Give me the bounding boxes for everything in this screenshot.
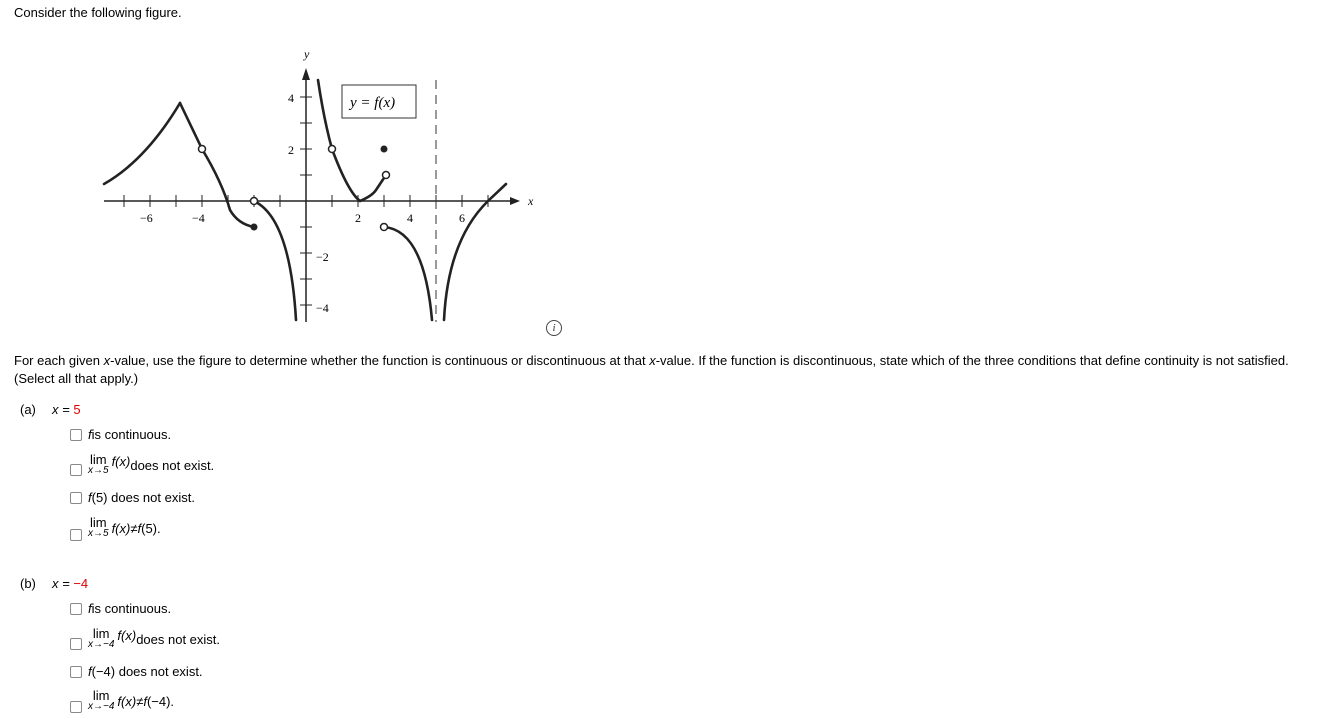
- x-tick-label: 2: [355, 211, 361, 225]
- curve-cusp-dip: [202, 149, 254, 227]
- instructions: For each given x-value, use the figure to determine whether the function is continuous or discontinuous at that x-value. If the function is discontinuous, state which of the three conditions that define continuity is not satisfied. (Select all that apply.): [14, 353, 1289, 386]
- intro-text: Consider the following figure.: [14, 5, 182, 20]
- closed-point: [381, 146, 388, 153]
- function-graph: [96, 40, 546, 330]
- y-axis-arrow: [302, 68, 310, 80]
- y-tick-label: 2: [288, 143, 294, 157]
- curve-branch-asym-neg: [254, 201, 296, 320]
- part-b-option-value-dne[interactable]: f (−4) does not exist.: [70, 664, 203, 679]
- part-b-option-limit-dne[interactable]: lim x→−4 f(x) does not exist.: [70, 628, 220, 650]
- part-b-header: (b) x = −4: [20, 576, 89, 591]
- y-tick-label: −4: [316, 301, 329, 315]
- part-b-x-value: −4: [73, 576, 89, 591]
- part-b-option-limit-not-equal[interactable]: lim x→−4 f(x) ≠ f (−4).: [70, 689, 174, 713]
- x-tick-label: 4: [407, 211, 413, 225]
- part-a-option-continuous[interactable]: f is continuous.: [70, 427, 171, 442]
- part-b-option-continuous[interactable]: f is continuous.: [70, 601, 171, 616]
- x-axis-label: x: [528, 194, 534, 208]
- open-point: [329, 146, 336, 153]
- y-tick-label: 4: [288, 91, 294, 105]
- checkbox[interactable]: [70, 666, 82, 678]
- checkbox[interactable]: [70, 464, 82, 476]
- x-tick-label: −4: [192, 211, 205, 225]
- closed-point: [251, 224, 258, 231]
- y-axis-label: y: [304, 47, 310, 61]
- x-axis-arrow: [510, 197, 520, 205]
- checkbox[interactable]: [70, 429, 82, 441]
- part-a-option-limit-not-equal[interactable]: lim x→5 f(x) ≠ f (5).: [70, 515, 161, 541]
- open-point: [383, 172, 390, 179]
- function-label: y = f(x): [350, 95, 396, 111]
- x-tick-label: 6: [459, 211, 465, 225]
- open-point: [199, 146, 206, 153]
- x-tick-label: −6: [140, 211, 153, 225]
- checkbox[interactable]: [70, 603, 82, 615]
- curve-left-fall: [180, 103, 202, 149]
- checkbox[interactable]: [70, 638, 82, 650]
- info-icon[interactable]: i: [546, 320, 562, 336]
- open-point: [381, 224, 388, 231]
- part-a-option-limit-dne[interactable]: lim x→5 f(x) does not exist.: [70, 454, 214, 476]
- checkbox[interactable]: [70, 701, 82, 713]
- curve-branch-asym-right: [384, 227, 432, 320]
- part-a-option-value-dne[interactable]: f (5) does not exist.: [70, 490, 195, 505]
- part-a-x-value: 5: [73, 402, 81, 417]
- y-tick-label: −2: [316, 250, 329, 264]
- open-point: [251, 198, 258, 205]
- checkbox[interactable]: [70, 529, 82, 541]
- checkbox[interactable]: [70, 492, 82, 504]
- part-a-header: (a) x = 5: [20, 402, 81, 417]
- curve-branch-right: [444, 184, 506, 320]
- curve-left-rise: [104, 103, 180, 184]
